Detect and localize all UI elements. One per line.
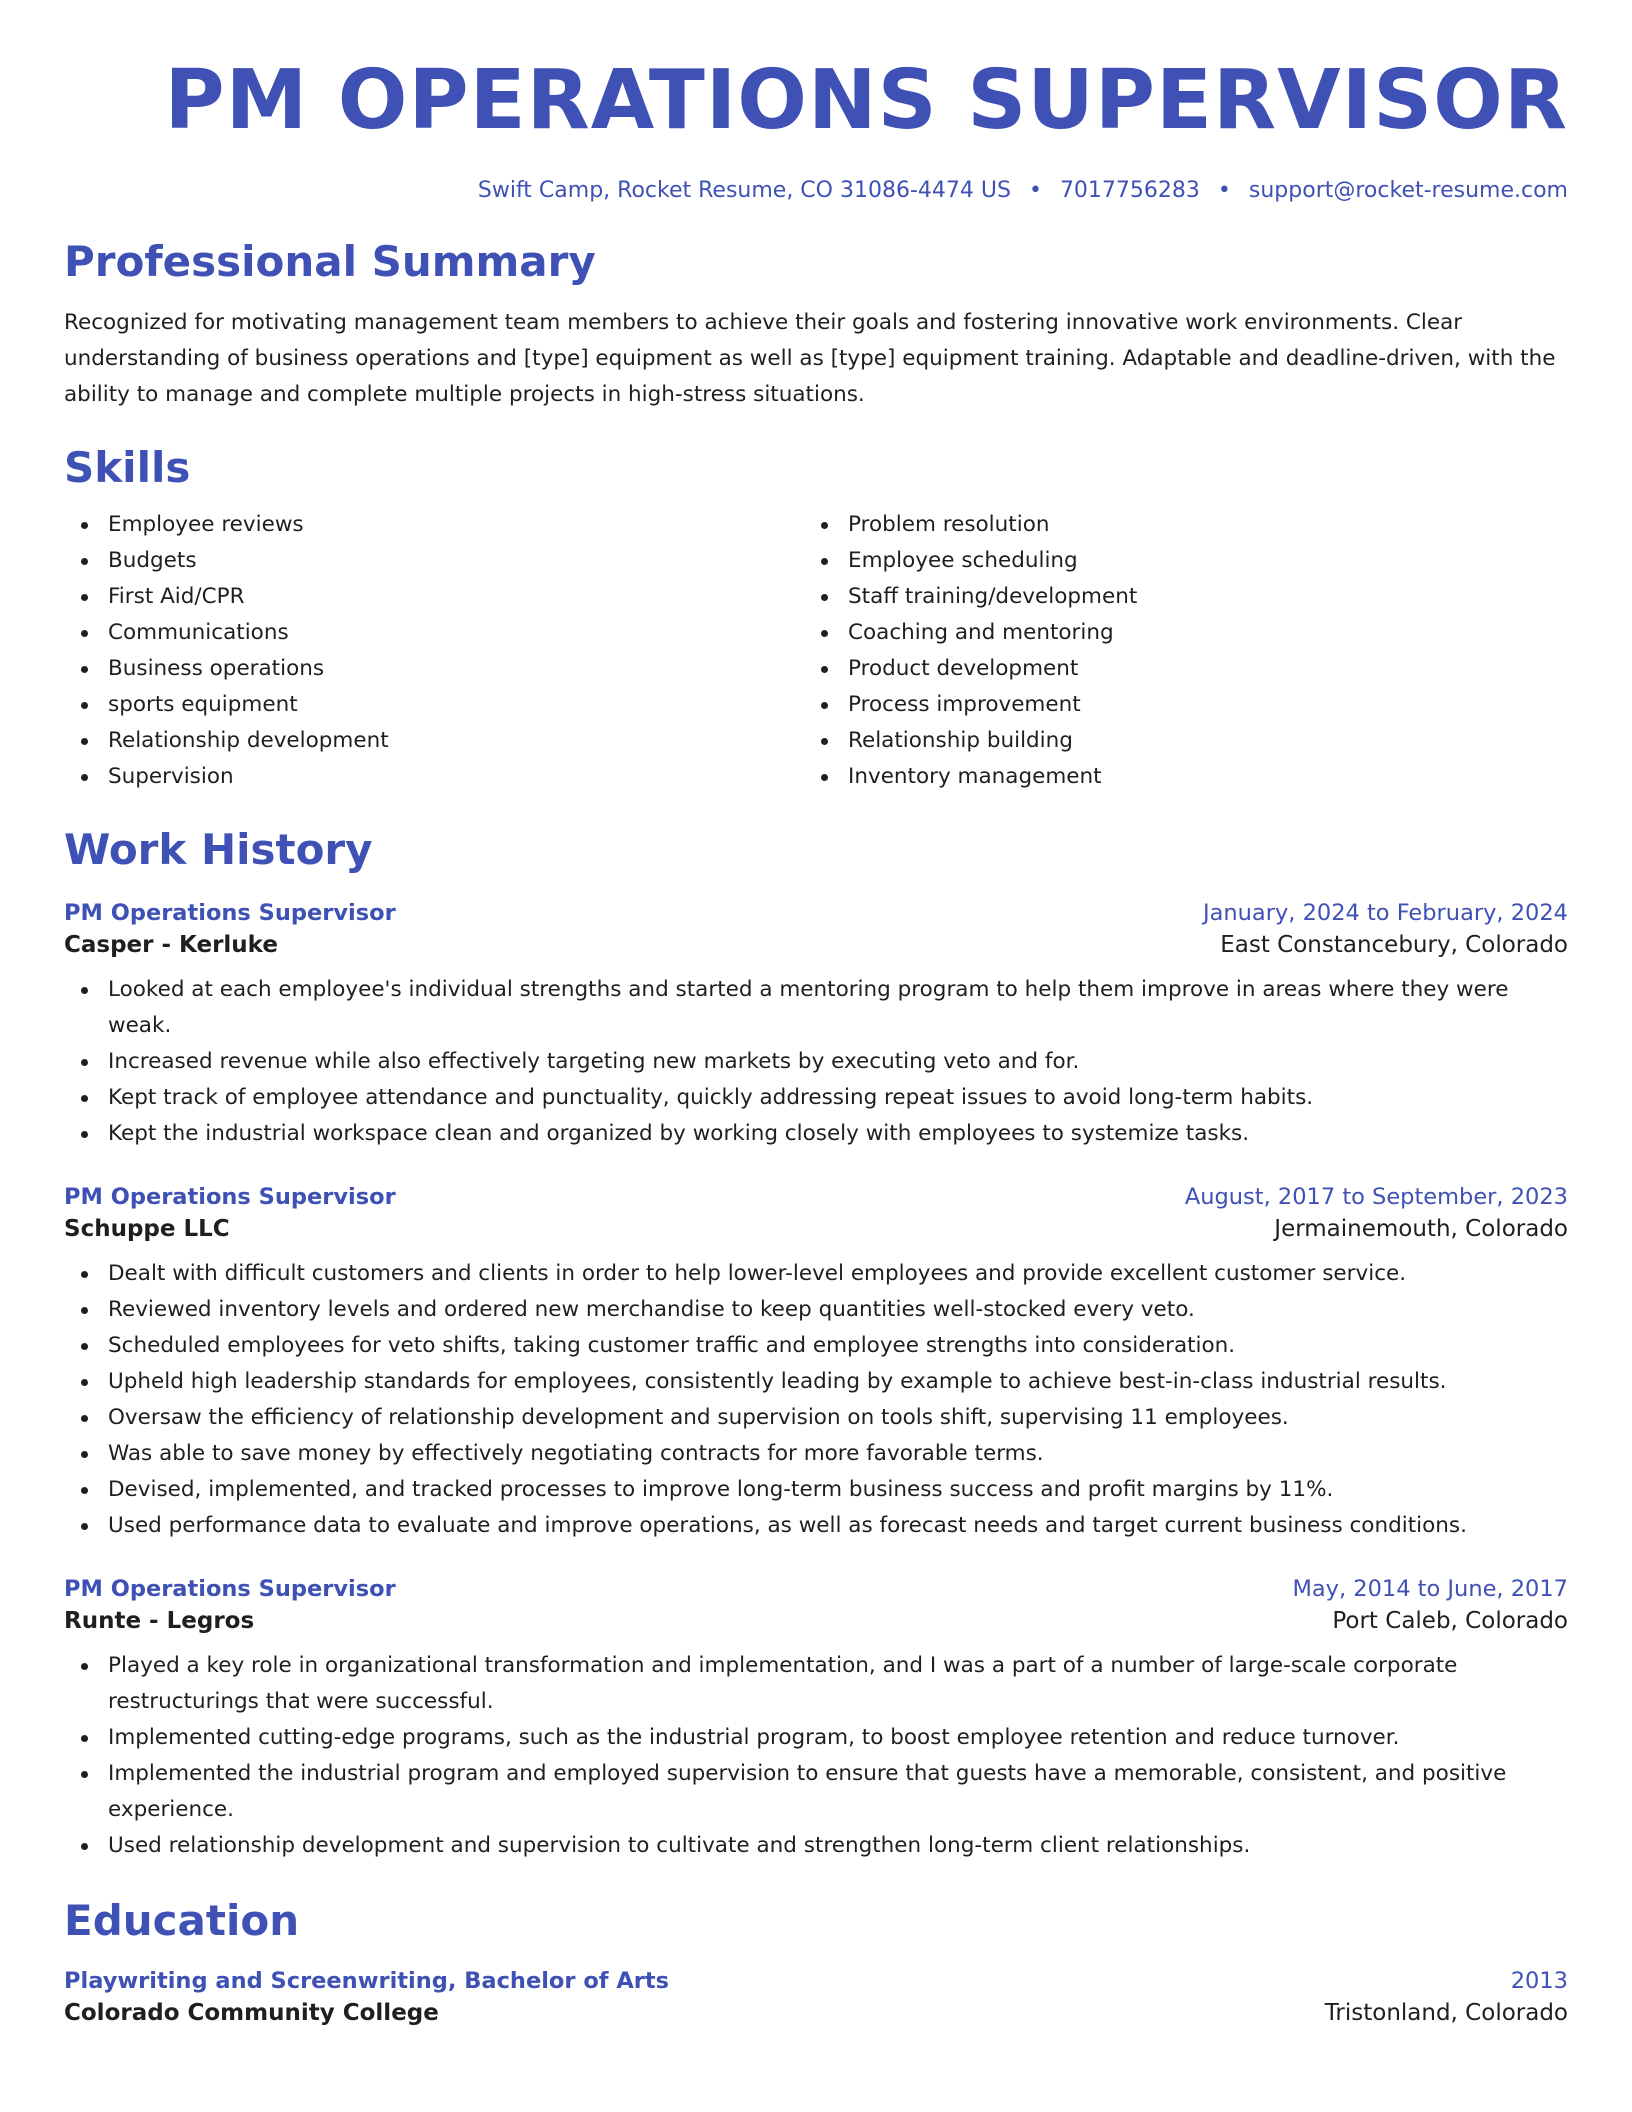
- job-bullet: Was able to save money by effectively negotiating contracts for more favorable terms.: [64, 1436, 1568, 1472]
- job-subheader: [64, 1602, 1568, 1634]
- skill-item: Supervision: [64, 759, 804, 795]
- skill-item: Employee reviews: [64, 507, 804, 543]
- job-bullets: [64, 972, 1568, 1152]
- job-bullets: [64, 1648, 1568, 1864]
- job-dates: August, 2017 to September, 2023: [1184, 1183, 1568, 1210]
- skill-item: Employee scheduling: [804, 543, 1544, 579]
- contact-phone: 7017756283: [1059, 178, 1200, 203]
- job-location: East Constancebury, Colorado: [1220, 931, 1568, 958]
- job-title: PM Operations Supervisor: [64, 899, 396, 926]
- skill-item: Problem resolution: [804, 507, 1544, 543]
- skill-item: Inventory management: [804, 759, 1544, 795]
- job-entry: [64, 1576, 1568, 1864]
- education-entry: [64, 1968, 1568, 2026]
- skill-item: Product development: [804, 651, 1544, 687]
- education-header: [64, 1968, 1568, 1994]
- education-degree: Playwriting and Screenwriting, Bachelor of Arts: [64, 1967, 670, 1994]
- job-header: [64, 1184, 1568, 1210]
- job-subheader: [64, 926, 1568, 958]
- job-location: Port Caleb, Colorado: [1332, 1607, 1568, 1634]
- job-company: Runte - Legros: [64, 1607, 255, 1634]
- job-title: PM Operations Supervisor: [64, 1575, 396, 1602]
- skill-item: Business operations: [64, 651, 804, 687]
- job-bullet: Upheld high leadership standards for employees, consistently leading by example to achieve best-in-class industrial results.: [64, 1364, 1568, 1400]
- job-header: [64, 1576, 1568, 1602]
- job-bullet: Played a key role in organizational transformation and implementation, and I was a part of a number of large-scale corporate restructurings that were successful.: [64, 1648, 1568, 1720]
- job-header: [64, 900, 1568, 926]
- resume-name: PM OPERATIONS SUPERVISOR: [164, 53, 1568, 148]
- job-bullet: Implemented the industrial program and employed supervision to ensure that guests have a memorable, consistent, and positive experience.: [64, 1756, 1568, 1828]
- skill-item: First Aid/CPR: [64, 579, 804, 615]
- education-year: 2013: [1510, 1967, 1568, 1994]
- job-bullet: Implemented cutting-edge programs, such as the industrial program, to boost employee retention and reduce turnover.: [64, 1720, 1568, 1756]
- education-location: Tristonland, Colorado: [1324, 1999, 1568, 2026]
- contact-email: support@rocket-resume.com: [1248, 178, 1568, 203]
- skill-item: Staff training/development: [804, 579, 1544, 615]
- education-subheader: [64, 1994, 1568, 2026]
- work-history-heading: Work History: [64, 825, 373, 875]
- job-bullet: Devised, implemented, and tracked processes to improve long-term business success and profit margins by 11%.: [64, 1472, 1568, 1508]
- job-subheader: [64, 1210, 1568, 1242]
- skill-item: Budgets: [64, 543, 804, 579]
- skill-item: Relationship development: [64, 723, 804, 759]
- skills-column-right: [804, 507, 1544, 795]
- job-company: Casper - Kerluke: [64, 931, 278, 958]
- job-bullets: [64, 1256, 1568, 1544]
- skill-item: Process improvement: [804, 687, 1544, 723]
- job-bullet: Reviewed inventory levels and ordered new merchandise to keep quantities well-stocked every veto.: [64, 1292, 1568, 1328]
- contact-address: Swift Camp, Rocket Resume, CO 31086-4474 US: [477, 178, 1011, 203]
- skill-item: sports equipment: [64, 687, 804, 723]
- skills-heading: Skills: [64, 443, 191, 493]
- job-bullet: Scheduled employees for veto shifts, taking customer traffic and employee strengths into consideration.: [64, 1328, 1568, 1364]
- contact-separator: •: [1028, 178, 1042, 203]
- job-entry: [64, 900, 1568, 1152]
- job-title: PM Operations Supervisor: [64, 1183, 396, 1210]
- job-bullet: Dealt with difficult customers and clients in order to help lower-level employees and provide excellent customer service.: [64, 1256, 1568, 1292]
- summary-heading: Professional Summary: [64, 237, 596, 286]
- job-bullet: Oversaw the efficiency of relationship development and supervision on tools shift, supervising 11 employees.: [64, 1400, 1568, 1436]
- skills-list: [64, 507, 1568, 795]
- job-bullet: Looked at each employee's individual strengths and started a mentoring program to help them improve in areas where they were weak.: [64, 972, 1568, 1044]
- contact-separator: •: [1217, 178, 1231, 203]
- job-entry: [64, 1184, 1568, 1544]
- contact-line: [64, 178, 1568, 203]
- job-dates: January, 2024 to February, 2024: [1202, 899, 1568, 926]
- job-dates: May, 2014 to June, 2017: [1292, 1575, 1568, 1602]
- job-bullet: Kept the industrial workspace clean and organized by working closely with employees to systemize tasks.: [64, 1116, 1568, 1152]
- skills-column-left: [64, 507, 804, 795]
- job-bullet: Used relationship development and supervision to cultivate and strengthen long-term client relationships.: [64, 1828, 1568, 1864]
- job-bullet: Increased revenue while also effectively targeting new markets by executing veto and for.: [64, 1044, 1568, 1080]
- education-heading: Education: [64, 1895, 300, 1945]
- skill-item: Relationship building: [804, 723, 1544, 759]
- job-bullet: Used performance data to evaluate and improve operations, as well as forecast needs and target current business conditions.: [64, 1508, 1568, 1544]
- skill-item: Communications: [64, 615, 804, 651]
- skill-item: Coaching and mentoring: [804, 615, 1544, 651]
- job-location: Jermainemouth, Colorado: [1274, 1215, 1568, 1242]
- summary-text: Recognized for motivating management team members to achieve their goals and fostering innovative work environments. Clear understanding of business operations and [type] equipment as well as [type] equipment training. Adaptable and deadline-driven, with the ability to manage and complete multiple projects in high-stress situations.: [64, 310, 1556, 408]
- job-bullet: Kept track of employee attendance and punctuality, quickly addressing repeat issues to avoid long-term habits.: [64, 1080, 1568, 1116]
- education-school: Colorado Community College: [64, 1999, 439, 2026]
- job-company: Schuppe LLC: [64, 1215, 230, 1242]
